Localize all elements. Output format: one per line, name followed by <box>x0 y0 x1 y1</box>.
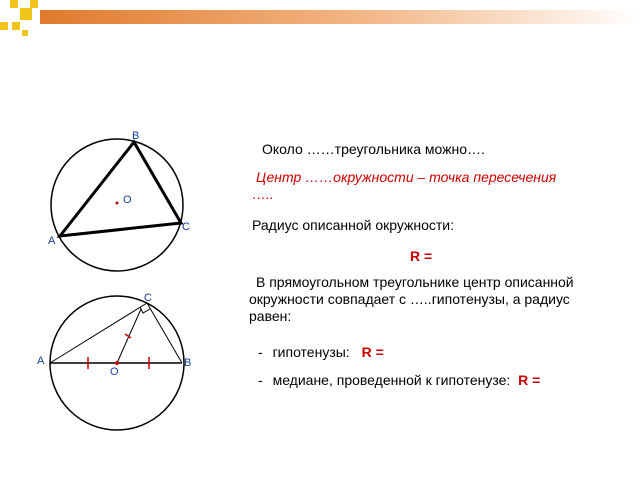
bullet-median-text: медиане, проведенной к гипотенузе: <box>272 372 511 388</box>
line-ellipsis: ….. <box>252 186 274 202</box>
line-radius-label: Радиус описанной окружности: <box>252 217 455 233</box>
label-c: C <box>182 221 190 233</box>
side-ac <box>50 303 147 363</box>
circumscribed-triangle-figure <box>48 130 190 271</box>
label-o: O <box>123 194 132 206</box>
bullet-hypotenuse-r: R = <box>361 344 384 360</box>
para-line-1: В прямоугольном треугольнике центр описанной <box>256 274 574 290</box>
bullet-hypotenuse <box>258 344 384 361</box>
right-triangle-figure <box>37 292 191 430</box>
label-a2: A <box>37 355 45 367</box>
circumcircle-1 <box>51 139 183 271</box>
label-b: B <box>132 130 140 142</box>
label-o2: O <box>110 366 119 378</box>
line-triangle-can: Около ……треугольника можно…. <box>262 141 485 157</box>
bullet-median <box>258 372 540 389</box>
bullet-dash-2: - <box>258 372 263 388</box>
midpoint-o <box>115 361 119 365</box>
para-line-2: окружности совпадает с …..гипотенузы, а радиус <box>249 291 570 307</box>
label-a: A <box>48 235 56 247</box>
radius-formula: R = <box>410 248 433 264</box>
bullet-median-r: R = <box>518 372 541 388</box>
center-point-o <box>116 202 119 205</box>
line-center-intersection: Центр ……окружности – точка пересечения <box>256 169 557 185</box>
right-angle-mark <box>140 307 150 313</box>
triangle-abc <box>60 142 181 236</box>
label-c2: C <box>144 292 152 304</box>
bullet-dash-1: - <box>258 344 263 360</box>
bullet-hypotenuse-text: гипотенузы: <box>272 344 350 360</box>
label-b2: B <box>184 357 192 369</box>
para-line-3: равен: <box>249 308 292 324</box>
